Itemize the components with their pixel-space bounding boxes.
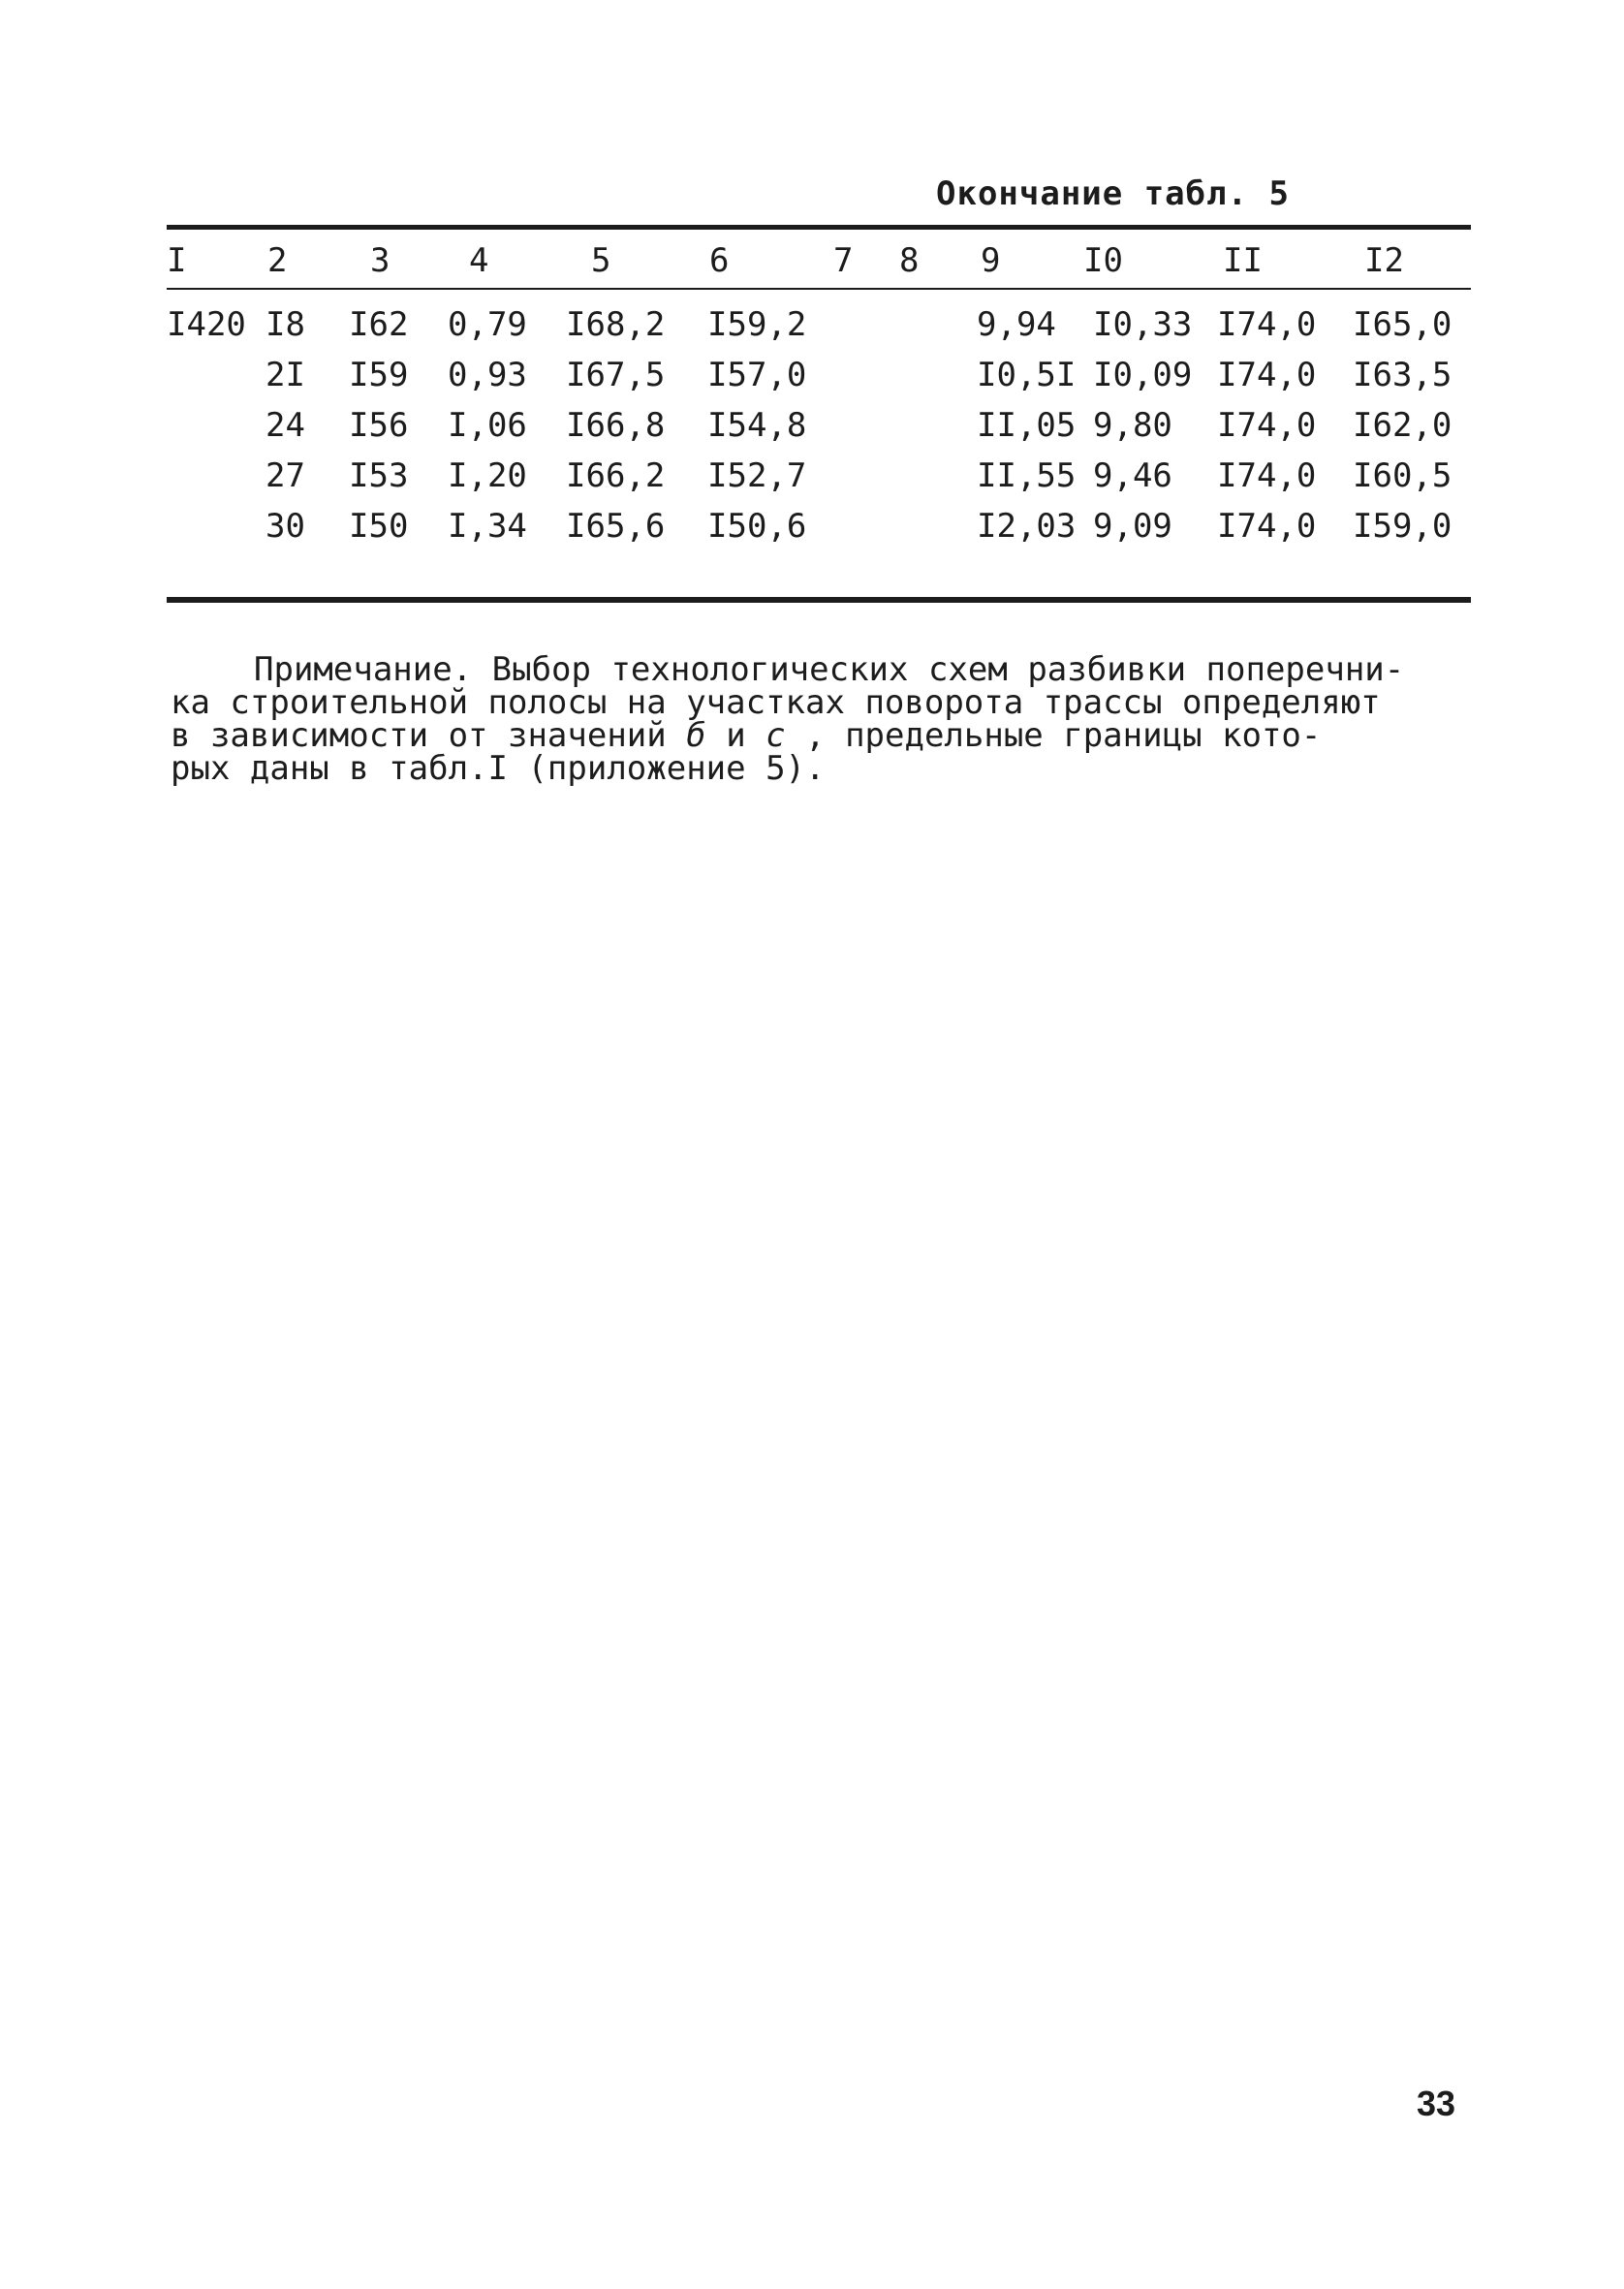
table-cell: I59 — [349, 356, 409, 394]
table-cell: 27 — [265, 456, 305, 495]
table-cell: I57,0 — [707, 356, 807, 394]
header-cell-2: 2 — [267, 241, 288, 280]
table-cell: 9,46 — [1093, 456, 1172, 495]
variable-b: б — [686, 716, 706, 755]
table-bottom-rule — [167, 597, 1471, 603]
table-cell: I,20 — [448, 456, 527, 495]
table-cell: I8 — [265, 305, 305, 344]
header-cell-12: I2 — [1364, 241, 1404, 280]
table-cell: 9,09 — [1093, 507, 1172, 546]
header-cell-11: II — [1223, 241, 1263, 280]
table-row — [0, 401, 1624, 450]
table-cell: I0,5I — [977, 356, 1077, 394]
table-cell: I66,8 — [566, 406, 666, 445]
table-cell: I2,03 — [977, 507, 1077, 546]
table-cell: I60,5 — [1353, 456, 1452, 495]
table-cell: 24 — [265, 406, 305, 445]
table-cell: 0,79 — [448, 305, 527, 344]
table-cell: I65,0 — [1353, 305, 1452, 344]
table-header-row — [0, 236, 1624, 285]
table-cell: I0,09 — [1093, 356, 1193, 394]
table-cell: I54,8 — [707, 406, 807, 445]
header-cell-5: 5 — [591, 241, 611, 280]
table-cell: I,06 — [448, 406, 527, 445]
table-cell: I66,2 — [566, 456, 666, 495]
table-note — [171, 650, 1488, 788]
header-cell-7: 7 — [833, 241, 854, 280]
table-row — [0, 502, 1624, 550]
table-cell: I74,0 — [1217, 507, 1317, 546]
table-cell: I52,7 — [707, 456, 807, 495]
table-cell: II,05 — [977, 406, 1077, 445]
table-row — [0, 300, 1624, 349]
header-cell-10: I0 — [1083, 241, 1123, 280]
header-cell-6: 6 — [709, 241, 730, 280]
header-cell-9: 9 — [981, 241, 1001, 280]
table-cell: I56 — [349, 406, 409, 445]
table-row — [0, 351, 1624, 399]
table-cell: I74,0 — [1217, 456, 1317, 495]
table-cell: I59,0 — [1353, 507, 1452, 546]
table-cell: I62 — [349, 305, 409, 344]
note-line-1: Примечание. Выбор технологических схем разбивки поперечни- — [254, 650, 1405, 689]
table-cell: I53 — [349, 456, 409, 495]
table-cell: 0,93 — [448, 356, 527, 394]
note-line-2: ка строительной полосы на участках поворота трассы определяют — [171, 683, 1381, 722]
table-cell: I67,5 — [566, 356, 666, 394]
table-cell: I68,2 — [566, 305, 666, 344]
table-cell: I74,0 — [1217, 305, 1317, 344]
note-conjunction: и — [726, 716, 746, 755]
table-cell: I74,0 — [1217, 406, 1317, 445]
table-cell: I0,33 — [1093, 305, 1193, 344]
table-cell: 9,94 — [977, 305, 1056, 344]
table-cell: I,34 — [448, 507, 527, 546]
table-cell: 9,80 — [1093, 406, 1172, 445]
table-cell: I50,6 — [707, 507, 807, 546]
table-row — [0, 452, 1624, 500]
table-cell: I59,2 — [707, 305, 807, 344]
table-cell: I74,0 — [1217, 356, 1317, 394]
table-top-rule — [167, 225, 1471, 230]
page-number: 33 — [1417, 2084, 1456, 2123]
table-cell: I420 — [167, 305, 246, 344]
table-cell: 2I — [265, 356, 305, 394]
table-cell: I50 — [349, 507, 409, 546]
table-cell: I62,0 — [1353, 406, 1452, 445]
note-line-4: рых даны в табл.I (приложение 5). — [171, 749, 826, 788]
variable-c: с — [765, 716, 786, 755]
table-cell: II,55 — [977, 456, 1077, 495]
note-line-3-start: в зависимости от значений — [171, 716, 667, 755]
table-cell: 30 — [265, 507, 305, 546]
table-caption: Окончание табл. 5 — [936, 174, 1290, 213]
header-cell-8: 8 — [899, 241, 920, 280]
header-cell-3: 3 — [370, 241, 390, 280]
note-line-3-end: , предельные границы кото- — [805, 716, 1322, 755]
table-header-rule — [167, 288, 1471, 290]
table-cell: I65,6 — [566, 507, 666, 546]
header-cell-4: 4 — [469, 241, 489, 280]
header-cell-1: I — [167, 241, 187, 280]
table-cell: I63,5 — [1353, 356, 1452, 394]
note-line-3 — [171, 716, 1488, 755]
